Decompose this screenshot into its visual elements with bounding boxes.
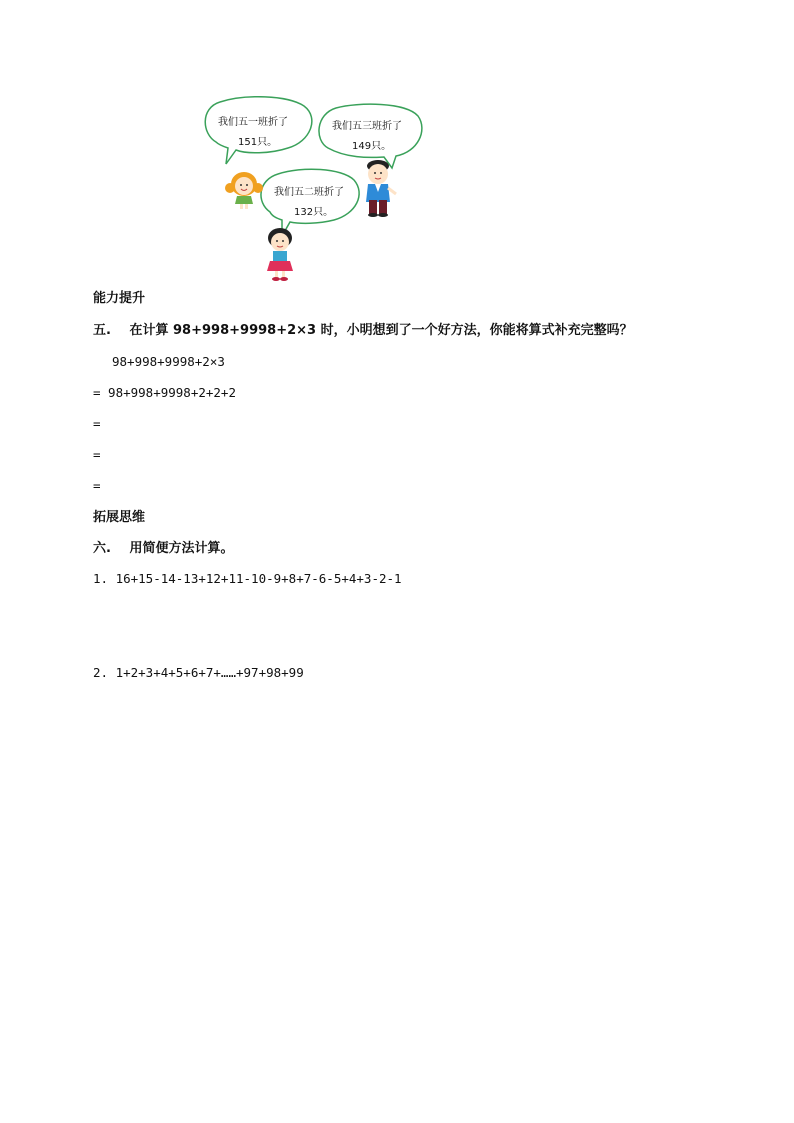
equation-line-5: = <box>93 478 101 493</box>
equation-line-1: 98+998+9998+2×3 <box>112 354 225 369</box>
bubble-3-line-1: 我们五二班折了 <box>274 187 344 198</box>
girl-dark-hair-figure <box>267 228 293 281</box>
speech-bubble-3 <box>261 169 359 236</box>
equation-line-3: = <box>93 416 101 431</box>
equation-line-2: = 98+998+9998+2+2+2 <box>93 385 236 400</box>
question-5-number: 五. <box>93 323 111 338</box>
question-6-number: 六. <box>93 541 111 556</box>
bubble-3-line-2: 132只。 <box>294 207 334 218</box>
equation-line-4: = <box>93 447 101 462</box>
section-heading-ability: 能力提升 <box>93 291 146 306</box>
bubble-2-line-1: 我们五三班折了 <box>332 121 402 132</box>
exercise-item-2: 2. 1+2+3+4+5+6+7+……+97+98+99 <box>93 665 304 680</box>
bubble-2-line-2: 149只。 <box>352 141 392 152</box>
girl-orange-hair-figure <box>225 172 263 209</box>
speech-bubble-1 <box>205 97 312 164</box>
section-heading-thinking: 拓展思维 <box>93 510 146 525</box>
question-6-text: 用简便方法计算。 <box>129 541 234 556</box>
bubble-1-line-2: 151只。 <box>238 137 278 148</box>
speech-bubble-2 <box>319 104 422 168</box>
exercise-item-1: 1. 16+15-14-13+12+11-10-9+8+7-6-5+4+3-2-1 <box>93 571 402 586</box>
question-5-text: 在计算 98+998+9998+2×3 时，小明想到了一个好方法，你能将算式补充完整吗？ <box>129 323 633 338</box>
question-6 <box>93 542 234 555</box>
question-5 <box>93 324 633 337</box>
illustration <box>196 96 426 282</box>
bubble-1-line-1: 我们五一班折了 <box>218 117 288 128</box>
